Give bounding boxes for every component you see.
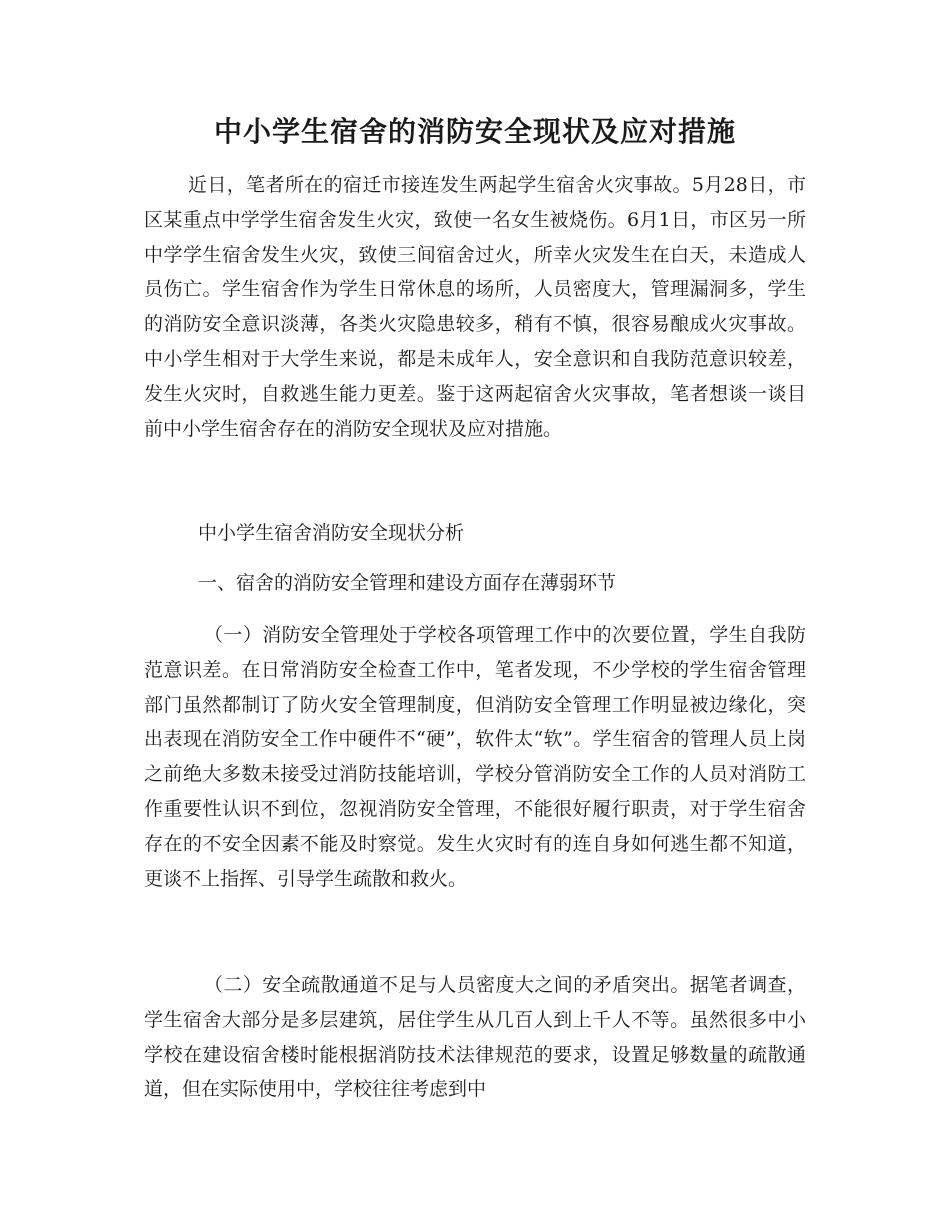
subsection-heading: 一、宿舍的消防安全管理和建设方面存在薄弱环节: [198, 572, 617, 594]
section-heading: 中小学生宿舍消防安全现状分析: [198, 522, 465, 544]
paragraph-intro: 近日，笔者所在的宿迁市接连发生两起学生宿舍火灾事故。5月28日，市区某重点中学学生宿舍发生火灾，致使一名女生被烧伤。6月1日，市区另一所中学学生宿舍发生火灾，致使三间宿舍过火，所幸火灾发生在白天，未造成人员伤亡。学生宿舍作为学生日常休息的场所，人员密度大，管理漏洞多，学生的消防安全意识淡薄，各类火灾隐患较多，稍有不慎，很容易酿成火灾事故。中小学生相对于大学生来说，都是未成年人，安全意识和自我防范意识较差，发生火灾时，自救逃生能力更差。鉴于这两起宿舍火灾事故，笔者想谈一谈目前中小学生宿舍存在的消防安全现状及应对措施。: [144, 174, 806, 440]
document-title: 中小学生宿舍的消防安全现状及应对措施: [213, 115, 736, 148]
paragraph-management: （一）消防安全管理处于学校各项管理工作中的次要位置，学生自我防范意识差。在日常消防安全检查工作中，笔者发现，不少学校的学生宿舍管理部门虽然都制订了防火安全管理制度，但消防安全管理工作明显被边缘化，突出表现在消防安全工作中硬件不“硬”，软件太“软”。学生宿舍的管理人员上岗之前绝大多数未接受过消防技能培训，学校分管消防安全工作的人员对消防工作重要性认识不到位，忽视消防安全管理，不能很好履行职责，对于学生宿舍存在的不安全因素不能及时察觉。发生火灾时有的连自身如何逃生都不知道，更谈不上指挥、引导学生疏散和救火。: [144, 624, 806, 890]
paragraph-evacuation: （二）安全疏散通道不足与人员密度大之间的矛盾突出。据笔者调查，学生宿舍大部分是多层建筑，居住学生从几百人到上千人不等。虽然很多中小学校在建设宿舍楼时能根据消防技术法律规范的要求，设置足够数量的疏散通道，但在实际使用中，学校往往考虑到中: [144, 974, 806, 1101]
